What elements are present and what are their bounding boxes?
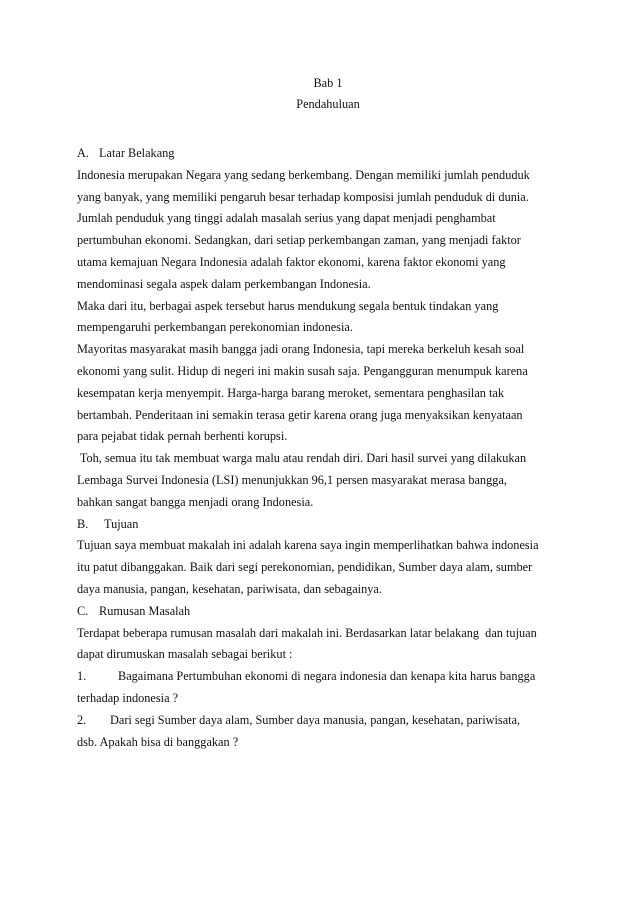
section-heading-text: Tujuan <box>104 516 139 531</box>
paragraph-line: mendominasi segala aspek dalam perkembangan Indonesia. <box>77 276 371 291</box>
paragraph-line: ekonomi yang sulit. Hidup di negeri ini makin susah saja. Pengangguran menumpuk karena <box>77 363 528 378</box>
list-item-continuation: dsb. Apakah bisa di banggakan ? <box>77 734 239 749</box>
paragraph-line: bertambah. Penderitaan ini semakin terasa getir karena orang juga menyaksikan kenyataan <box>77 407 523 422</box>
paragraph-line: Jumlah penduduk yang tinggi adalah masalah serius yang dapat menjadi penghambat <box>77 211 496 226</box>
paragraph-line: Lembaga Survei Indonesia (LSI) menunjukkan 96,1 persen masyarakat merasa bangga, <box>77 472 507 487</box>
list-item-text: Bagaimana Pertumbuhan ekonomi di negara indonesia dan kenapa kita harus bangga <box>118 669 536 684</box>
list-item <box>77 710 567 732</box>
paragraph-line: Tujuan saya membuat makalah ini adalah karena saya ingin memperlihatkan bahwa indonesia <box>77 538 539 553</box>
paragraph-line: pertumbuhan ekonomi. Sedangkan, dari setiap perkembangan zaman, yang menjadi faktor <box>77 233 521 248</box>
section-marker: A. <box>77 146 89 160</box>
list-item-text: Dari segi Sumber daya alam, Sumber daya manusia, pangan, kesehatan, pariwisata, <box>110 712 521 727</box>
paragraph-line: Toh, semua itu tak membuat warga malu atau rendah diri. Dari hasil survei yang dilakukan <box>77 451 527 466</box>
paragraph-line: utama kemajuan Negara Indonesia adalah faktor ekonomi, karena faktor ekonomi yang <box>77 254 506 269</box>
paragraph-line: itu patut dibanggakan. Baik dari segi perekonomian, pendidikan, Sumber daya alam, sumber <box>77 560 533 575</box>
section-marker: C. <box>77 603 89 618</box>
list-item-number: 1. <box>77 669 87 684</box>
paragraph-line: Terdapat beberapa rumusan masalah dari makalah ini. Berdasarkan latar belakang dan tujuan <box>77 625 537 640</box>
section-heading-text: Rumusan Masalah <box>99 603 191 618</box>
section-marker: B. <box>77 516 89 531</box>
paragraph-line: dapat dirumuskan masalah sebagai berikut : <box>77 647 293 662</box>
section-heading-latar-belakang <box>77 143 567 165</box>
paragraph-line: bahkan sangat bangga menjadi orang Indonesia. <box>77 494 314 509</box>
paragraph-line: kesempatan kerja menyempit. Harga-harga barang meroket, sementara penghasilan tak <box>77 385 505 400</box>
paragraph-line: yang banyak, yang memiliki pengaruh besar terhadap komposisi jumlah penduduk di dunia. <box>77 189 529 204</box>
document-body <box>77 143 567 753</box>
paragraph-line: daya manusia, pangan, kesehatan, pariwisata, dan sebagainya. <box>77 581 382 596</box>
chapter-title: Bab 1 <box>313 76 343 90</box>
paragraph-line: Mayoritas masyarakat masih bangga jadi orang Indonesia, tapi mereka berkeluh kesah soal <box>77 342 525 357</box>
section-heading-tujuan <box>77 514 567 536</box>
paragraph-line: Indonesia merupakan Negara yang sedang berkembang. Dengan memiliki jumlah penduduk <box>77 167 530 182</box>
section-heading-text: Latar Belakang <box>99 146 175 160</box>
list-item <box>77 666 567 688</box>
section-heading-rumusan-masalah <box>77 601 567 623</box>
chapter-subtitle: Pendahuluan <box>296 97 360 111</box>
paragraph-line: mempengaruhi perkembangan perekonomian indonesia. <box>77 320 353 335</box>
paragraph-line: Maka dari itu, berbagai aspek tersebut harus mendukung segala bentuk tindakan yang <box>77 298 499 313</box>
paragraph-line: para pejabat tidak pernah berhenti korupsi. <box>77 429 288 444</box>
list-item-number: 2. <box>77 712 87 727</box>
list-item-continuation: terhadap indonesia ? <box>77 690 179 705</box>
